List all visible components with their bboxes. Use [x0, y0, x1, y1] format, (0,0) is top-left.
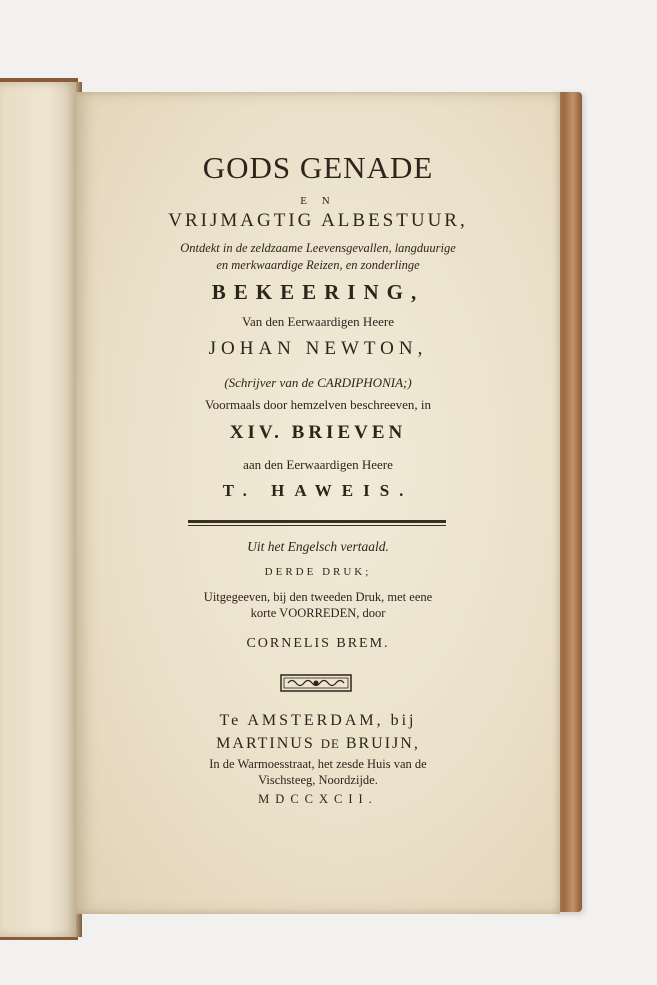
imprint-publisher: [76, 735, 560, 753]
imprint-address-2: Vischsteeg, Noordzijde.: [258, 773, 378, 787]
author-note: (Schrijver van de CARDIPHONIA;): [224, 375, 412, 390]
author-name: JOHAN NEWTON,: [208, 338, 428, 359]
title-conjunction: E N: [300, 195, 336, 207]
edition-line: DERDE DRUK;: [264, 566, 372, 578]
letters-heading: XIV. BRIEVEN: [229, 422, 407, 443]
translated-line: Uit het Engelsch vertaald.: [247, 539, 389, 554]
double-rule-divider: [188, 520, 446, 526]
book-title: GODS GENADE: [202, 150, 434, 185]
publisher-last-name: BRUIJN,: [345, 735, 420, 752]
translator-name: CORNELIS BREM.: [246, 636, 390, 651]
described-line: Voormaals door hemzelven beschreeven, in: [204, 397, 432, 412]
to-reverend-line: aan den Eerwaardigen Heere: [243, 457, 393, 472]
description-line-1: Ontdekt in de zeldzaame Leevensgevallen, langduurige: [180, 241, 456, 255]
left-facing-page: [0, 78, 78, 940]
book-subtitle: VRIJMAGTIG ALBESTUUR,: [168, 210, 468, 231]
imprint-address-1: In de Warmoesstraat, het zesde Huis van de: [209, 757, 427, 771]
publisher-de: DE: [320, 737, 340, 751]
imprint-city: Te AMSTERDAM, bij: [219, 712, 417, 729]
published-line-1: Uitgegeeven, bij den tweeden Druk, met eene: [203, 590, 433, 604]
description-line-2: en merkwaardige Reizen, en zonderlinge: [216, 258, 420, 272]
keyword-bekeering: BEKEERING,: [211, 280, 425, 304]
published-line-2: korte VOORREDEN, door: [250, 606, 386, 620]
printers-ornament-icon: [280, 672, 352, 694]
title-page: [76, 92, 560, 914]
of-reverend-line: Van den Eerwaardigen Heere: [242, 314, 394, 329]
publisher-first-name: MARTINUS: [216, 735, 315, 752]
publication-year: MDCCXCII.: [258, 792, 378, 806]
recipient-name: T. HAWEIS.: [222, 481, 414, 500]
